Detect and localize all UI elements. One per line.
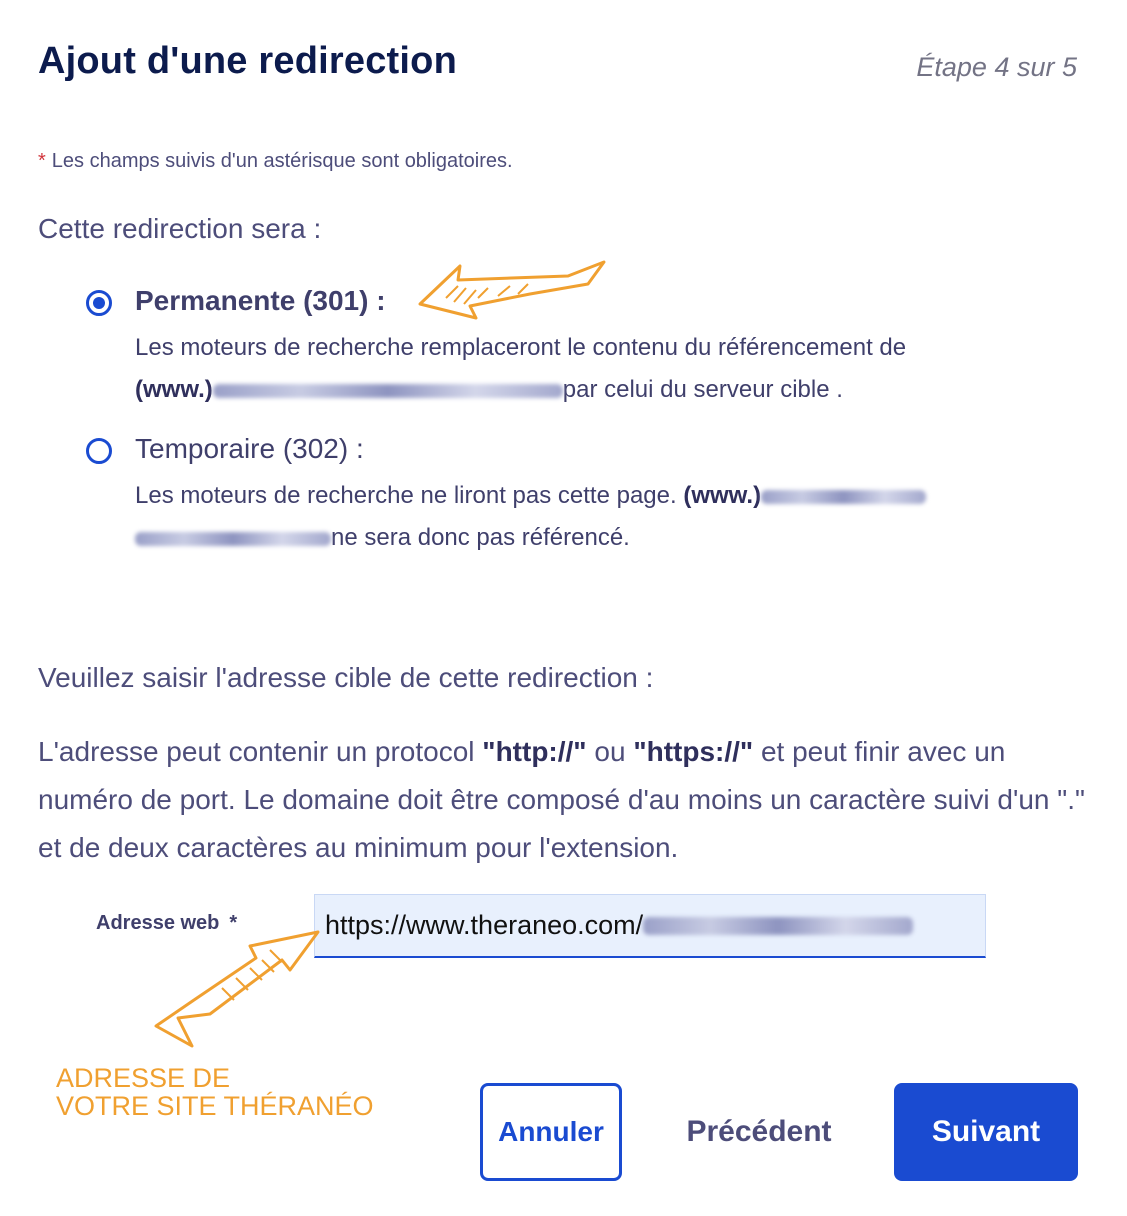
redacted-path — [643, 917, 913, 935]
temporary-desc-text: Les moteurs de recherche ne liront pas cette page. — [135, 482, 677, 509]
radio-permanent[interactable] — [86, 290, 112, 316]
arrow-annotation-icon — [150, 928, 330, 1050]
web-address-input[interactable] — [314, 894, 986, 958]
radio-temporary[interactable] — [86, 438, 112, 464]
required-fields-note — [38, 150, 513, 173]
target-help-text — [38, 728, 1098, 872]
annotation-line-2: VOTRE SITE THÉRANÉO — [56, 1091, 374, 1121]
redacted-domain — [135, 532, 331, 546]
cancel-button[interactable]: Annuler — [480, 1083, 622, 1181]
required-asterisk: * — [38, 150, 46, 172]
help-text-1: L'adresse peut contenir un protocol — [38, 736, 475, 767]
temporary-domain-prefix: (www.) — [683, 482, 762, 509]
temporary-label[interactable]: Temporaire (302) : — [135, 433, 364, 464]
previous-button[interactable]: Précédent — [686, 1115, 832, 1148]
web-address-value: https://www.theraneo.com/ — [325, 910, 644, 940]
permanent-description — [135, 327, 1035, 411]
required-asterisk: * — [229, 912, 238, 934]
next-button[interactable]: Suivant — [894, 1083, 1078, 1181]
help-https: "https://" — [633, 736, 754, 767]
permanent-label[interactable]: Permanente (301) : — [135, 285, 386, 316]
temporary-desc-text-end: ne sera donc pas référencé. — [331, 524, 630, 551]
web-address-label-text: Adresse web — [96, 912, 220, 934]
temporary-description — [135, 475, 1035, 559]
help-or: ou — [594, 736, 626, 767]
step-indicator: Étape 4 sur 5 — [916, 52, 1077, 82]
permanent-domain-prefix: (www.) — [135, 376, 213, 403]
redirect-type-intro: Cette redirection sera : — [38, 213, 322, 244]
permanent-desc-text-end: par celui du serveur cible . — [562, 376, 843, 403]
target-prompt: Veuillez saisir l'adresse cible de cette redirection : — [38, 662, 654, 693]
required-note-text: Les champs suivis d'un astérisque sont obligatoires. — [51, 150, 513, 172]
dialog-title: Ajout d'une redirection — [38, 40, 457, 82]
arrow-annotation-icon — [418, 258, 613, 320]
annotation-line-1: ADRESSE DE — [56, 1063, 231, 1093]
permanent-desc-text: Les moteurs de recherche remplaceront le contenu du référencement de — [135, 334, 907, 361]
redacted-domain — [213, 384, 563, 398]
redacted-domain — [761, 490, 926, 504]
help-http: "http://" — [482, 736, 587, 767]
help-text-2: et peut finir avec un numéro de port. Le domaine doit être composé d'au moins un caractère suivi d'un "." et de deux caractères au minimum pour l'extension. — [38, 736, 1085, 863]
annotation-label — [56, 1064, 374, 1120]
